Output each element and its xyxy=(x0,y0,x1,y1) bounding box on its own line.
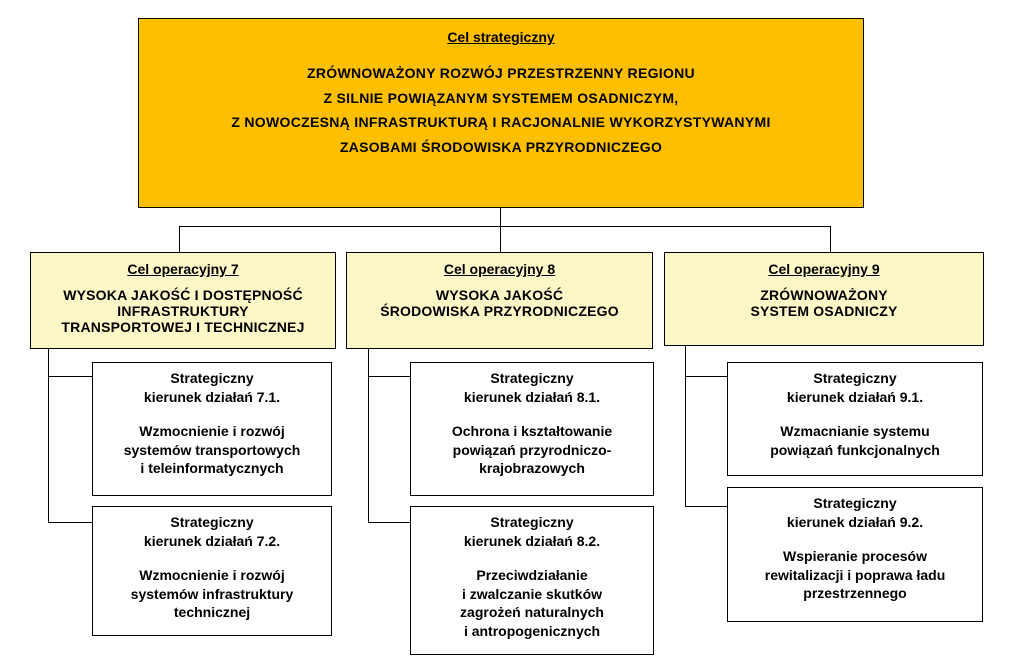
direction-number: kierunek działań 9.1. xyxy=(786,388,924,405)
direction-desc-line: zagrożeń naturalnych xyxy=(460,604,604,620)
operational-goal-line: TRANSPORTOWEJ I TECHNICZNEJ xyxy=(61,319,305,335)
connector-op7-dir2 xyxy=(48,522,92,523)
direction-title: Strategiczny xyxy=(490,370,574,386)
strategic-goal-line: Z NOWOCZESNĄ INFRASTRUKTURĄ I RACJONALNIE WYKORZYSTYWANYMI xyxy=(231,114,771,130)
direction-desc-line: Przeciwdziałanie xyxy=(476,567,588,583)
direction-7-1-box xyxy=(92,362,332,496)
direction-desc-line: i zwalczanie skutków xyxy=(461,585,603,602)
direction-desc-line: krajobrazowych xyxy=(479,460,585,476)
connector-op9-trunk xyxy=(685,346,686,507)
direction-title: Strategiczny xyxy=(170,514,254,530)
direction-7-2-box xyxy=(92,506,332,636)
direction-title: Strategiczny xyxy=(813,495,897,511)
direction-desc-line: Wspieranie procesów xyxy=(783,548,927,564)
operational-goal-line: WYSOKA JAKOŚĆ xyxy=(435,287,564,303)
direction-desc-line: i antropogenicznych xyxy=(463,622,601,639)
operational-goal-8-box xyxy=(346,252,653,349)
operational-goal-line: SYSTEM OSADNICZY xyxy=(750,303,898,319)
connector-op7-dir1 xyxy=(48,376,92,377)
direction-desc-line: technicznej xyxy=(173,604,251,620)
direction-desc-line: Wzmocnienie i rozwój xyxy=(139,423,285,439)
strategic-goal-line: Z SILNIE POWIĄZANYM SYSTEMEM OSADNICZYM, xyxy=(323,89,679,106)
strategic-goal-box xyxy=(138,18,864,208)
direction-9-2-box xyxy=(727,487,983,622)
connector-top-horizontal xyxy=(179,226,830,227)
direction-number: kierunek działań 8.1. xyxy=(463,388,601,405)
connector-drop-op7 xyxy=(179,226,180,252)
operational-goal-header: Cel operacyjny 7 xyxy=(127,261,239,277)
connector-op9-dir2 xyxy=(685,506,727,507)
direction-desc-line: i teleinformatycznych xyxy=(140,460,284,476)
direction-number: kierunek działań 7.2. xyxy=(143,532,281,549)
direction-desc-line: przestrzennego xyxy=(803,585,907,601)
connector-op8-dir2 xyxy=(368,522,410,523)
operational-goal-line: INFRASTRUKTURY xyxy=(117,303,249,319)
strategic-goal-line: ZRÓWNOWAŻONY ROZWÓJ PRZESTRZENNY REGIONU xyxy=(307,65,695,81)
connector-drop-op8 xyxy=(500,226,501,252)
direction-8-2-box xyxy=(410,506,654,655)
connector-op9-dir1 xyxy=(685,376,727,377)
direction-desc-line: Wzmacnianie systemu xyxy=(780,423,930,439)
direction-number: kierunek działań 7.1. xyxy=(143,388,281,405)
connector-op8-dir1 xyxy=(368,376,410,377)
operational-goal-header: Cel operacyjny 9 xyxy=(768,261,880,277)
connector-drop-op9 xyxy=(830,226,831,252)
connector-top-vertical xyxy=(500,208,501,226)
direction-desc-line: systemów transportowych xyxy=(123,441,301,458)
direction-8-1-box xyxy=(410,362,654,496)
direction-desc-line: Ochrona i kształtowanie xyxy=(451,423,613,439)
direction-desc-line: systemów infrastruktury xyxy=(130,585,294,602)
direction-desc-line: rewitalizacji i poprawa ładu xyxy=(764,566,946,583)
direction-9-1-box xyxy=(727,362,983,476)
strategic-goal-line: ZASOBAMI ŚRODOWISKA PRZYRODNICZEGO xyxy=(339,138,663,155)
operational-goal-line: WYSOKA JAKOŚĆ I DOSTĘPNOŚĆ xyxy=(63,287,303,303)
direction-title: Strategiczny xyxy=(813,370,897,386)
operational-goal-line: ŚRODOWISKA PRZYRODNICZEGO xyxy=(380,303,619,319)
strategic-goal-header: Cel strategiczny xyxy=(447,29,555,45)
operational-goal-line: ZRÓWNOWAŻONY xyxy=(760,287,888,303)
direction-title: Strategiczny xyxy=(490,514,574,530)
operational-goal-header: Cel operacyjny 8 xyxy=(443,261,556,277)
operational-goal-9-box xyxy=(664,252,984,346)
direction-number: kierunek działań 9.2. xyxy=(786,513,924,530)
direction-desc-line: powiązań funkcjonalnych xyxy=(770,441,940,458)
direction-title: Strategiczny xyxy=(170,370,254,386)
direction-desc-line: powiązań przyrodniczo- xyxy=(452,441,612,458)
direction-number: kierunek działań 8.2. xyxy=(463,532,601,549)
direction-desc-line: Wzmocnienie i rozwój xyxy=(139,567,285,583)
operational-goal-7-box xyxy=(30,252,336,349)
